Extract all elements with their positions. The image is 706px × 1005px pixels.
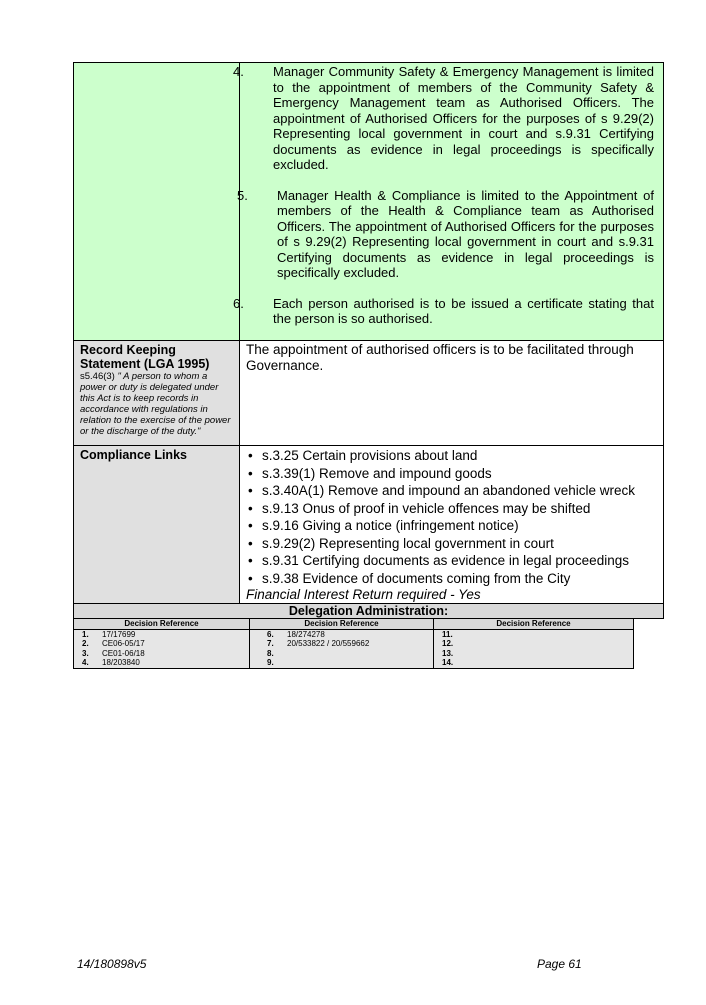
compliance-row — [74, 446, 664, 604]
bullet-icon: • — [248, 448, 253, 463]
compliance-link: • s.3.25 Certain provisions about land — [248, 448, 478, 463]
admin-col-2 — [250, 629, 434, 668]
compliance-link: • s.9.38 Evidence of documents coming from the City — [248, 570, 571, 586]
compliance-link: • s.9.13 Onus of proof in vehicle offences may be shifted — [248, 500, 591, 516]
record-keeping-heading: Record Keeping Statement (LGA 1995) — [80, 343, 210, 371]
record-keeping-row — [74, 341, 664, 446]
admin-entry: 1. 17/17699 — [82, 629, 136, 639]
delegation-table — [73, 62, 664, 619]
admin-entry: 2. CE06-05/17 — [82, 639, 145, 648]
admin-entry: 8. — [267, 648, 274, 658]
bullet-icon: • — [248, 518, 253, 533]
admin-entry: 13. — [442, 648, 454, 658]
compliance-link: • s.3.39(1) Remove and impound goods — [248, 465, 492, 481]
footer-page-number: Page 61 — [537, 957, 582, 971]
document-body — [73, 62, 654, 669]
admin-heading-row — [74, 604, 664, 619]
bullet-icon: • — [248, 570, 253, 586]
admin-col-header: Decision Reference — [250, 619, 434, 630]
admin-header-row — [74, 619, 634, 630]
bullet-icon: • — [248, 465, 253, 481]
admin-entry: 7. 20/533822 / 20/559662 — [267, 639, 370, 648]
compliance-links-list — [246, 447, 657, 587]
financial-interest-note: Financial Interest Return required - Yes — [246, 587, 481, 602]
conditions-label-cell — [74, 63, 240, 341]
condition-item-6: 6. Each person authorised is to be issued a certificate stating that the person is so authorised. — [233, 295, 654, 326]
compliance-link: • s.9.29(2) Representing local government in court — [248, 535, 554, 551]
record-keeping-quote: s5.46(3) " A person to whom a power or duty is delegated under this Act is to keep records in accordance with regulations in relation to the exercise of the power or the discharge of the duty." — [80, 371, 231, 437]
bullet-icon: • — [248, 483, 253, 498]
admin-col-3 — [434, 629, 634, 668]
condition-item-5: 5. Manager Health & Compliance is limited to the Appointment of members of the Health & Compliance team as Authorised Officers. The appointment of Authorised Officers for the purposes of s 9.29(2) Representing local government in court and s.9.31 Certifying documents as evidence in legal proceedings is specifically excluded. — [237, 187, 654, 280]
admin-entry: 12. — [442, 639, 454, 648]
compliance-label-cell — [74, 446, 240, 604]
admin-heading: Delegation Administration: — [74, 604, 664, 619]
admin-entry: 9. — [267, 658, 274, 667]
admin-entry: 11. — [442, 629, 453, 639]
admin-entry: 3. CE01-06/18 — [82, 648, 145, 658]
bullet-icon: • — [248, 553, 253, 568]
admin-table — [73, 618, 634, 669]
delegation-conditions-row — [74, 63, 664, 341]
admin-col-header: Decision Reference — [74, 619, 250, 630]
condition-item-4: 4. Manager Community Safety & Emergency Management is limited to the appointment of members of the Community Safety & Emergency Management team as Authorised Officers. The appointment of Authorised Officers for the purposes of s 9.29(2) Representing local government in court and s.9.31 Certifying documents as evidence in legal proceedings is specifically excluded. — [233, 64, 654, 172]
record-keeping-label-cell — [74, 341, 240, 446]
compliance-links-cell — [240, 446, 664, 604]
compliance-link: • s.3.40A(1) Remove and impound an abandoned vehicle wreck — [248, 483, 635, 498]
admin-entry: 6. 18/274278 — [267, 629, 325, 639]
bullet-icon: • — [248, 500, 253, 516]
admin-entry: 4. 18/203840 — [82, 658, 140, 667]
compliance-link: • s.9.16 Giving a notice (infringement notice) — [248, 518, 519, 533]
conditions-cell — [233, 63, 664, 341]
compliance-heading: Compliance Links — [80, 448, 187, 462]
compliance-link: • s.9.31 Certifying documents as evidence in legal proceedings — [248, 553, 629, 568]
admin-entry: 14. — [442, 658, 454, 667]
admin-col-header: Decision Reference — [434, 619, 634, 630]
bullet-icon: • — [248, 535, 253, 551]
record-keeping-text: The appointment of authorised officers is to be facilitated through Governance. — [240, 341, 664, 446]
admin-values-row — [74, 629, 634, 668]
admin-col-1 — [74, 629, 250, 668]
footer-doc-ref: 14/180898v5 — [77, 957, 147, 971]
